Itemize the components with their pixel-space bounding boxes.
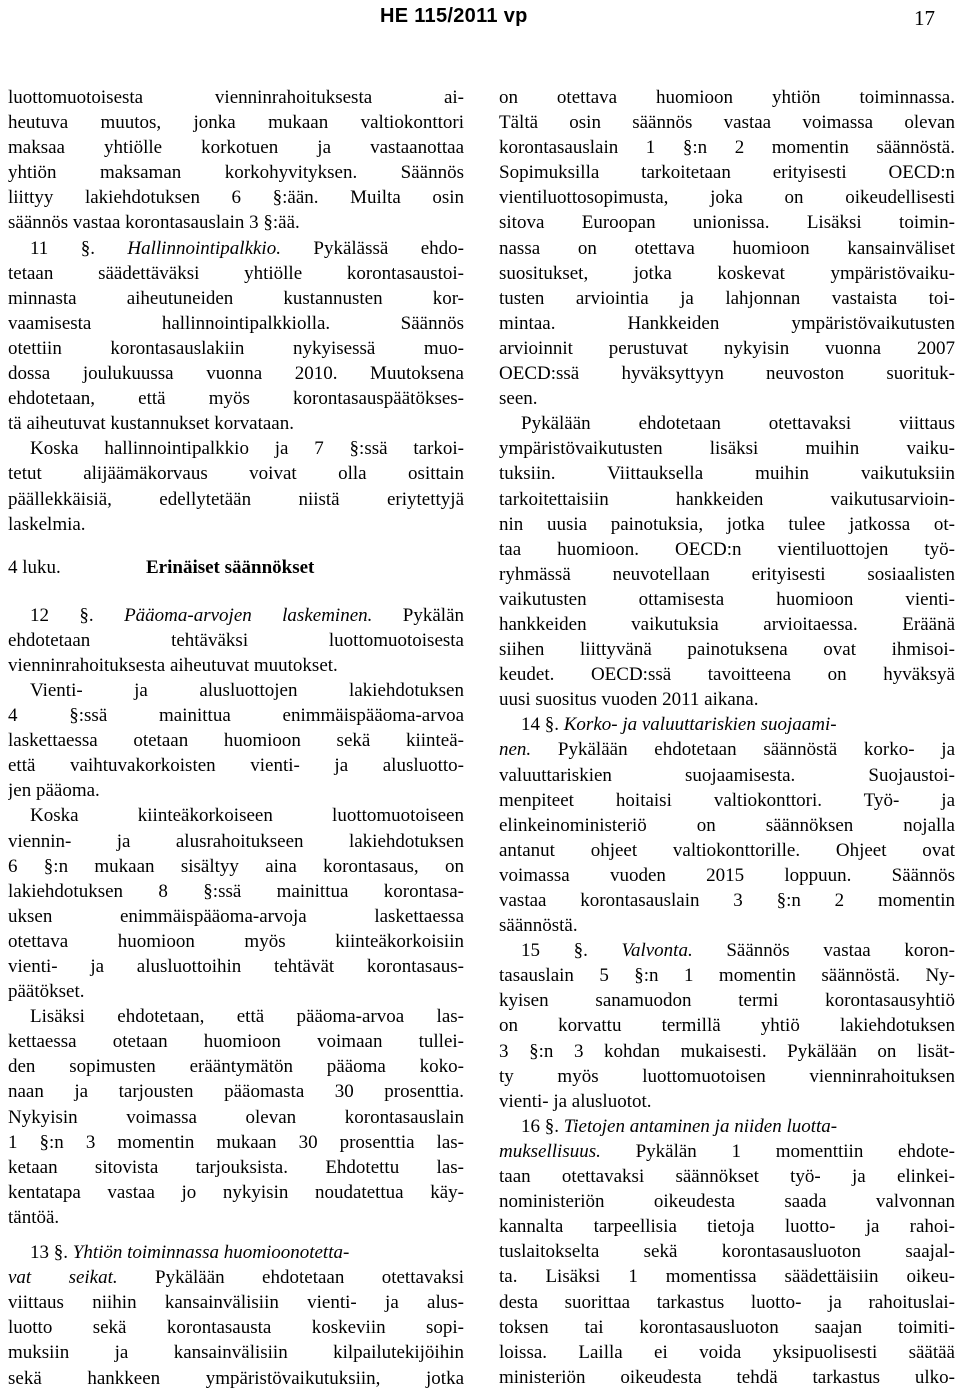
text-line: naan ja tarjousten pääomasta 30 prosenttia. [8,1081,464,1103]
text-line: otettava huomioon myös kiinteäkorkoisiin [8,930,464,952]
section-number: 15 §. [521,940,588,962]
text-line: nin uusia painotuksia, jotka tulee jatkossa ot- [499,513,955,535]
spacer [8,1230,464,1240]
text-line: arvioinnit perustuvat nykyisin vuonna 2007 [499,337,955,359]
text-line: hankkeiden vaikutuksia arvioitaessa. Eräänä [499,613,955,635]
chapter-number: 4 luku. [8,556,61,578]
text-line: säännös vastaa korontasauslain 3 §:ää. [8,212,300,234]
text-line: ehdotetaan, että myös korontasauspäätökses- [8,388,464,410]
text-line: keudet. OECD:ssä tavoitteena on hyväksyä [499,664,955,686]
text-line: voimassa vuoden 2015 loppuun. Säännös [499,864,955,886]
section-number: 14 §. [521,714,559,736]
section-number: 11 §. [30,237,95,259]
text-line: Lisäksi ehdotetaan, että pääoma-arvoa las- [30,1006,464,1028]
text-line: antanut ohjeet valtiokonttorille. Ohjeet ovat [499,839,955,861]
section-heading-line [499,1114,955,1139]
text-line: täntöä. [8,1206,60,1228]
left-column [8,85,464,1391]
page-number: 17 [914,6,935,30]
text-line: yhtiön maksaman korkohyvityksen. Säännös [8,162,464,184]
section-heading-line [8,603,464,628]
text-line: seen. [499,388,538,410]
text-line: suositukset, jotka koskevat ympäristövaiku- [499,262,955,284]
section-title: Korko- ja valuuttariskien suojaami- [563,714,837,736]
text-line: lakiehdotuksen 8 §:ssä mainittua korontasa- [8,880,464,902]
text-line: kannalta tarpeellisia tietoja luotto- ja rahoi- [499,1216,955,1238]
page-header [0,0,960,40]
text-line: päällekkäisiä, edellytetään niistä eriytettyjä [8,488,464,510]
text-line [499,1139,955,1164]
text-line: uusi suositus vuoden 2011 aikana. [499,689,759,711]
text-line [8,1265,464,1290]
chapter-heading [8,555,464,581]
text-line: menpiteet hoitaisi valtiokonttori. Työ- ja [499,789,955,811]
text-line: vastaa korontasauslain 3 §:n 2 momentin [499,890,955,911]
text-line: taan otettavaksi säännökset työ- ja elinkei- [499,1166,955,1188]
section-heading-line [8,1240,464,1265]
text-line: vientiluottosopimusta, joka on oikeudellisesti [499,187,955,209]
text-line: päätökset. [8,981,85,1003]
section-number: 12 §. [30,604,94,626]
text-line: 1 §:n 3 momentin mukaan 30 prosenttia las- [8,1131,464,1153]
text-line: tä aiheutuvat kustannukset korvataan. [8,413,294,435]
section-title: Hallinnointipalkkio. [127,237,281,259]
right-column [499,85,955,1390]
text-run: Pykälään ehdotetaan otettavaksi [155,1267,464,1289]
text-line: korontasauslain 1 §:n 2 momentin säännöstä. [499,137,955,159]
text-line: taa huomioon. OECD:n vientiluottojen työ- [499,538,955,560]
text-line: liittyy lakiehdotuksen 6 §:ään. Muilta osin [8,187,464,209]
text-line: uksen enimmäispääoma-arvoja laskettaessa [8,905,464,927]
section-number: 16 §. [521,1115,559,1137]
text-line: vienti- ja alusluottoihin tehtävät korontasaus- [8,956,464,977]
text-run: Pykälän 1 momenttiin ehdote- [635,1140,955,1162]
text-line: Tältä osin säännös vastaa voimassa olevan [499,112,955,134]
text-line: otettiin korontasauslakiin nykyisessä muo- [8,337,464,359]
section-title: Yhtiön toiminnassa huomioonotetta- [72,1242,350,1264]
text-line: siihen liittyvänä painotuksena ovat ihmisoi- [499,639,955,661]
text-line: viittaus niihin kansainvälisiin vienti- ja alus- [8,1292,464,1314]
text-line: on korvattu termillä yhtiö lakiehdotuksen [499,1015,955,1037]
text-line: vienti- ja alusluotot. [499,1090,652,1112]
text-line: on otettava huomioon yhtiön toiminnassa. [499,87,955,108]
text-line: ympäristövaikutusten lisäksi muihin vaiku- [499,438,955,460]
section-heading-line [8,236,464,261]
text-line: valuuttariskien suojaamisesta. Suojaustoi- [499,764,955,786]
text-line: tasauslain 5 §:n 1 momentin säännöstä. Ny- [499,965,955,987]
text-line: kyisen sanamuodon termi korontasausyhtiö [499,990,955,1012]
text-line: luotto sekä korontasausta koskeviin sopi- [8,1317,464,1339]
text-line: muksiin ja kansainvälisiin kilpailutekijöihin [8,1342,464,1364]
text-line: toksen tai korontasausluoton saajan toimiti- [499,1316,955,1338]
text-line: tetut alijäämäkorvaus voivat olla osittain [8,463,464,485]
text-line: minnasta aiheutuneiden kustannusten kor- [8,287,464,309]
spacer [8,537,464,555]
section-title: nen. [499,739,532,761]
text-line: vienninrahoituksesta aiheutuvat muutokset. [8,654,338,676]
text-line: heutuva muutos, jonka mukaan valtiokonttori [8,112,464,134]
section-title: vat seikat. [8,1267,118,1289]
text-line: ketaan sitovista tarjouksista. Ehdotettu las- [8,1156,464,1178]
section-title: Pääoma-arvojen laskeminen. [124,604,373,626]
text-line: tarkoitettaisiin hankkeiden vaikutusarvioin- [499,488,955,510]
section-heading-line [499,938,955,963]
text-run: Pykälän [402,604,464,626]
text-line: loissa. Lailla ei voida yksipuolisesti säätää [499,1341,955,1363]
text-run: Pykälässä ehdo- [313,237,464,259]
text-line: OECD:ssä hyväksyttyyn neuvoston suorituk- [499,363,955,385]
text-line: ryhmässä neuvotellaan erityisesti sosiaalisten [499,563,955,585]
text-line: ministeriön oikeudesta tehdä tarkastus ulko- [499,1366,955,1388]
text-line: kettaessa otetaan huomioon voimaan tullei- [8,1031,464,1053]
text-line: mintaa. Hankkeiden ympäristövaikutusten [499,312,955,334]
text-line: tetaan säädettäväksi yhtiölle korontasaustoi- [8,262,464,284]
spacer [8,581,464,603]
section-title: Tietojen antaminen ja niiden luotta- [563,1115,838,1137]
text-line: sekä hankkeen ympäristövaikutuksiin, jotka [8,1367,464,1389]
text-line: den sopimusten erääntymätön pääoma koko- [8,1056,464,1078]
text-line: tuksiin. Viittauksella muihin vaikutuksiin [499,463,955,485]
document-id: HE 115/2011 vp [380,5,528,27]
text-line: laskelmia. [8,513,86,535]
text-line: tuslaitokselta sekä korontasausluoton saajal- [499,1241,955,1263]
text-line: viennin- ja alusrahoitukseen lakiehdotuksen [8,830,464,852]
text-line: Koska hallinnointipalkkio ja 7 §:ssä tarkoi- [30,438,464,460]
text-line: säännöstä. [499,915,578,937]
text-line: että vaihtuvakorkoisten vienti- ja alusluotto- [8,755,464,777]
text-line: Nykyisin voimassa olevan korontasauslain [8,1106,464,1128]
text-line: maksaa yhtiölle korkotuen ja vastaanottaa [8,137,464,159]
text-line: jen pääoma. [8,780,100,802]
section-title: Valvonta. [621,940,693,962]
text-line: dossa joulukuussa vuonna 2010. Muutoksena [8,363,464,385]
section-title: muksellisuus. [499,1140,601,1162]
text-line: ta. Lisäksi 1 momentissa säädettäisiin oikeu- [499,1266,955,1288]
text-line: sitova Euroopan unionissa. Lisäksi toimin- [499,212,955,234]
text-line: laskettaessa otetaan huomioon sekä kiinteä- [8,730,464,752]
text-line: tusten arviointia ja lahjonnan vastaista toi- [499,287,955,309]
text-line: ty myös luottomuotoisen vienninrahoituksen [499,1065,955,1087]
chapter-title: Erinäiset säännökset [146,556,315,578]
text-line: 3 §:n 3 kohdan mukaisesti. Pykälään on lisät- [499,1040,955,1062]
text-line: luottomuotoisesta vienninrahoituksesta ai- [8,87,464,108]
text-line: noministeriön oikeudesta saada valvonnan [499,1191,955,1213]
text-line: Koska kiinteäkorkoiseen luottomuotoiseen [30,805,464,827]
text-line: kentatapa vastaa jo nykyisin noudatettua käy- [8,1181,464,1203]
text-line: ehdotetaan tehtäväksi luottomuotoisesta [8,629,464,651]
text-run: Pykälään ehdotetaan säännöstä korko- ja [557,739,955,761]
text-line: 6 §:n mukaan sisältyy aina korontasaus, on [8,855,464,877]
text-line: vaamisesta hallinnointipalkkiolla. Säännös [8,312,464,334]
text-run: Säännös vastaa koron- [726,940,955,962]
text-line: desta suorittaa tarkastus luotto- ja rahoituslai- [499,1291,955,1313]
text-line: 4 §:ssä mainittua enimmäispääoma-arvoa [8,705,464,727]
text-line [499,737,955,762]
text-line: vaikutusten ottamisesta huomioon vienti- [499,588,955,610]
section-number: 13 §. [30,1242,68,1264]
text-line: Pykälään ehdotetaan otettavaksi viittaus [521,413,955,435]
text-line: nassa on otettava huomioon kansainväliset [499,237,955,259]
text-line: Vienti- ja alusluottojen lakiehdotuksen [30,679,464,701]
section-heading-line [499,712,955,737]
text-line: elinkeinoministeriö on säännöksen nojalla [499,814,955,836]
text-line: Sopimuksilla tarkoitetaan erityisesti OECD:n [499,162,955,184]
